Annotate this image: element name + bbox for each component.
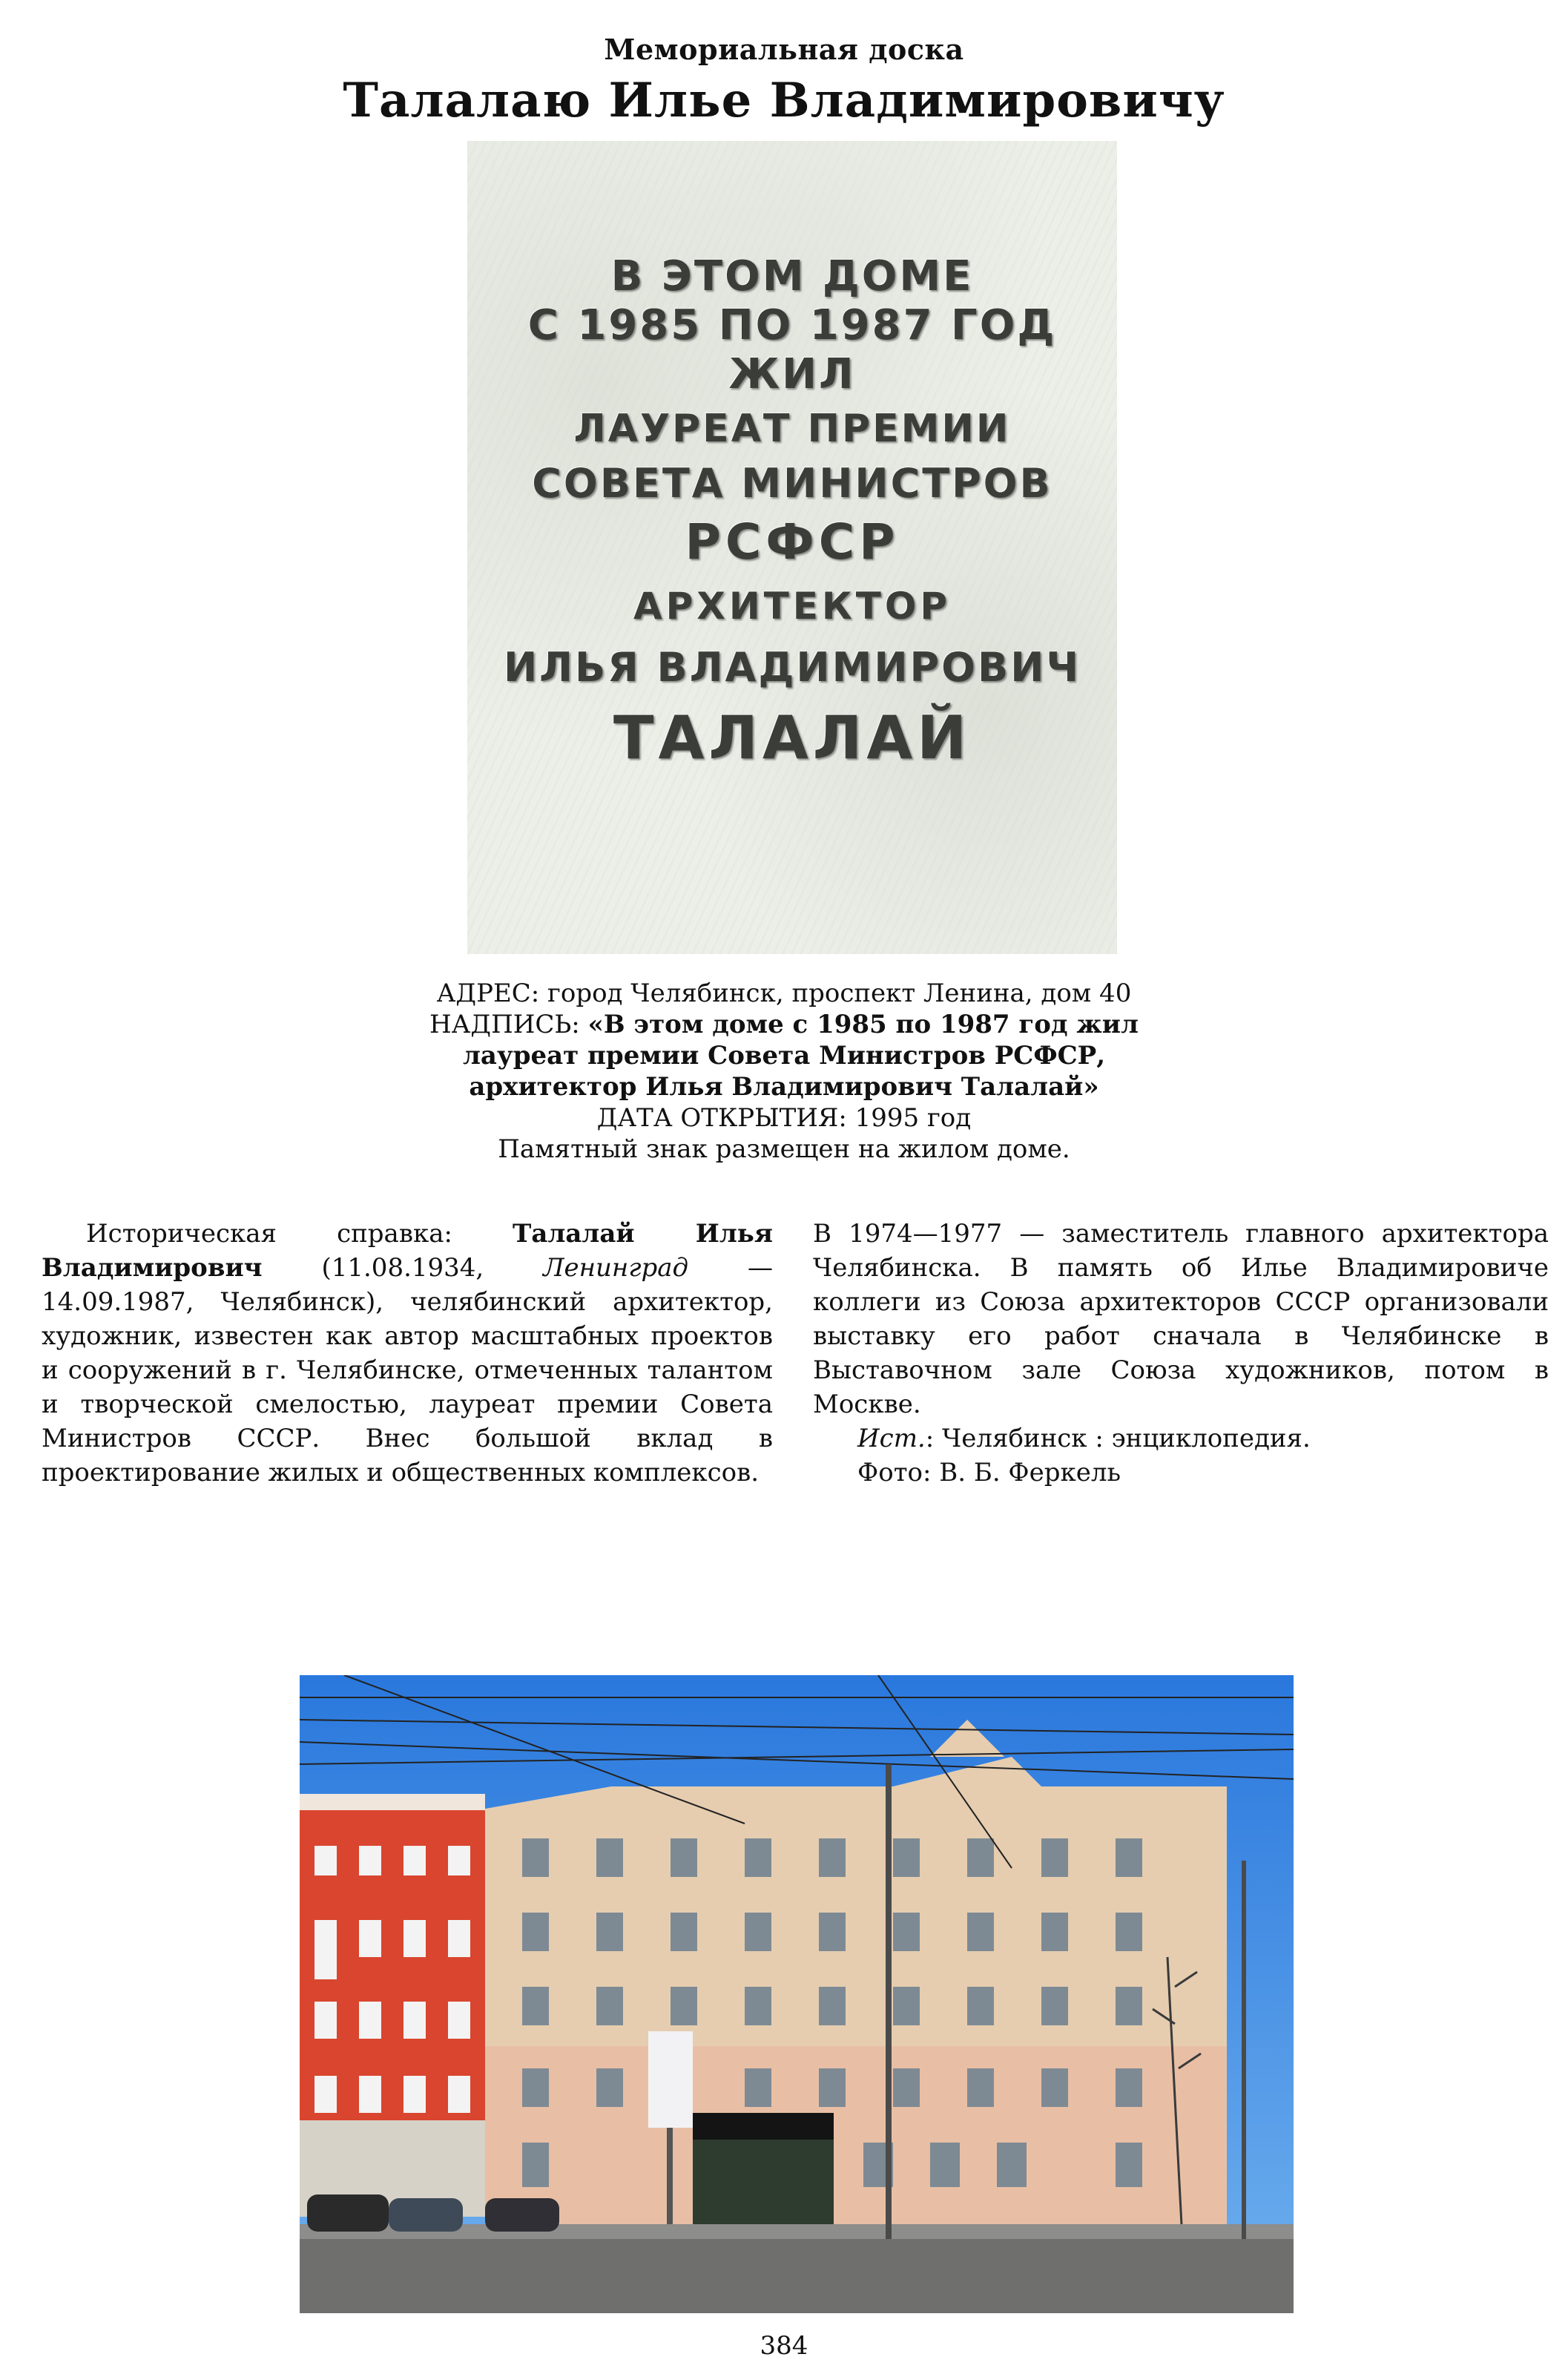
inscription-text: архитектор Илья Владимирович Талалай»: [469, 1072, 1099, 1102]
birth-date: (11.08.1934,: [262, 1253, 544, 1283]
plaque-line: ТАЛАЛАЙ: [613, 703, 972, 772]
page-supertitle: Мемориальная доска: [604, 33, 964, 66]
building-illustration: [300, 1675, 1294, 2313]
plaque-line: АРХИТЕКТОР: [633, 585, 952, 628]
inscription-text: лауреат премии Совета Министров РСФСР,: [462, 1041, 1106, 1071]
source-value: : Челябинск : энциклопедия.: [925, 1424, 1311, 1453]
plaque-line: РСФСР: [685, 513, 900, 571]
address-line: [0, 978, 1568, 1009]
placement-note: Памятный знак размещен на жилом доме.: [498, 1134, 1070, 1164]
biography-continued: В 1974—1977 — заместитель главного архитектора Челябинска. В память об Илье Владимировиче коллеги из Союза архитекторов СССР организовали выставку его работ сначала в Челябинске в Выставочном зале Союза художников, потом в Москве.: [813, 1219, 1549, 1419]
plaque-line: ИЛЬЯ ВЛАДИМИРОВИЧ: [503, 644, 1081, 691]
source-line: [813, 1421, 1549, 1456]
inscription-line: [0, 1009, 1568, 1040]
plaque-info: [0, 978, 1568, 1165]
plaque-line: ЛАУРЕАТ ПРЕМИИ: [573, 407, 1011, 451]
inscription-label: НАДПИСЬ:: [429, 1010, 588, 1039]
person-name: Талалай Илья Владимирович: [42, 1219, 774, 1283]
plaque-line: ЖИЛ: [728, 350, 856, 398]
history-column-right: [813, 1217, 1549, 1490]
date-value: 1995 год: [846, 1103, 972, 1133]
date-label: ДАТА ОТКРЫТИЯ:: [596, 1103, 847, 1133]
plaque-photo: [467, 141, 1117, 954]
address-label: АДРЕС:: [436, 979, 540, 1008]
date-line: [0, 1102, 1568, 1134]
plaque-line: В ЭТОМ ДОМЕ: [610, 252, 974, 300]
photo-credit: Фото: В. Б. Феркель: [857, 1458, 1121, 1487]
history-paragraph: [42, 1217, 773, 1490]
page-title: Талалаю Илье Владимировичу: [343, 73, 1225, 128]
source-label: Ист.: [857, 1424, 926, 1453]
biography-text: — 14.09.1987, Челябинск), челябинский архитектор, художник, известен как автор масштабных проектов и сооружений в г. Челябинске, отмеченных талантом и творческой смелостью, лауреат премии Совета Министров СССР. Внес большой вклад в проектирование жилых и общественных комплексов.: [42, 1253, 774, 1487]
plaque-line: С 1985 ПО 1987 ГОД: [527, 301, 1057, 349]
page-number: 384: [760, 2331, 808, 2361]
history-column-left: [42, 1217, 773, 1490]
inscription-text: «В этом доме с 1985 по 1987 год жил: [587, 1010, 1139, 1039]
building-photo: [300, 1675, 1294, 2313]
birth-city: Ленинград: [543, 1253, 689, 1283]
history-intro: Историческая справка:: [86, 1219, 513, 1249]
address-value: город Челябинск, проспект Ленина, дом 40: [539, 979, 1132, 1008]
plaque-line: СОВЕТА МИНИСТРОВ: [532, 460, 1053, 507]
plaque-inscription: [467, 252, 1117, 777]
